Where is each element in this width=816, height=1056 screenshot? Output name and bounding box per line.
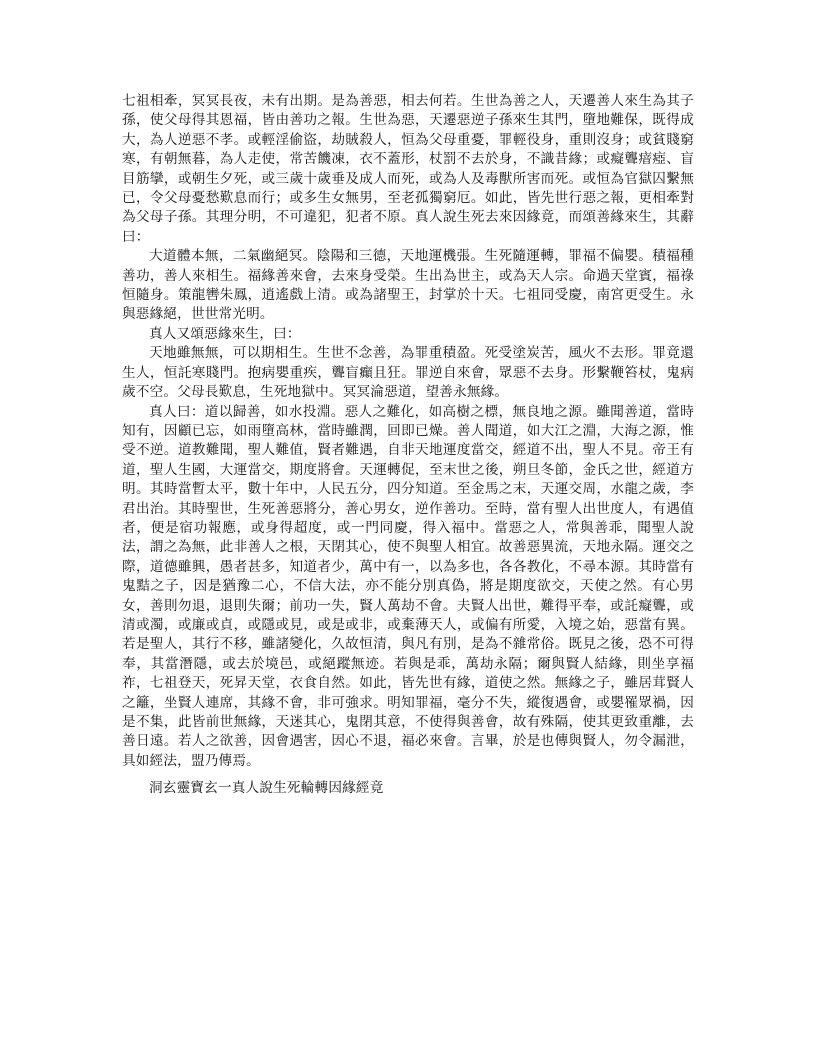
- paragraph-karma-intro: 七祖相牽，冥冥長夜，未有出期。是為善惡，相去何若。生世為善之人，天遷善人來生為其子孫，使父母得其恩福，皆由善功之報。生世為惡，天遷惡逆子孫來生其門，墮地難保，既得成大，為人逆惡不孝。或輕淫偷盜，劫賊殺人，恒為父母重憂，罪輕役身，重則沒身；或貧賤窮寒，有朝無暮，為人走使，常苦饑凍，衣不蓋形，杖罰不去於身，不識昔緣；或癡聾瘖瘂、盲目筋攣，或朝生夕死，或三歲十歲垂及成人而死，或為人及毒獸所害而死。或恒為官獄囚繫無已，令父母憂愁歎息而行；或多生女無男，至老孤獨窮厄。如此，皆先世行惡之報，更相牽對為父母子孫。其理分明，不可違犯，犯者不原。真人說生死去來因緣竟，而頌善緣來生，其辭曰：: [122, 93, 694, 245]
- paragraph-verse-good-karma: 大道體本無，二氣幽絕冥。陰陽和三德，天地運機張。生死隨運轉，罪福不偏嬰。積福種善功，善人來相生。福緣善來會，去來身受榮。生出為世主，或為天人宗。命過天堂賓，福祿恒隨身。策龍轡朱鳳，逍遙戲上清。或為諸聖王，封掌於十天。七祖同受慶，南宮更受生。永與惡緣絕，世世常光明。: [122, 248, 694, 323]
- paragraph-verse-bad-karma: 天地雖無無，可以期相生。生世不念善，為罪重積盈。死受塗炭苦，風火不去形。罪竟還生人，恒託寒賤門。抱病嬰重疾，聾盲癲且狂。罪逆自來會，眾惡不去身。形繫鞭笞杖，鬼病歲不空。父母長歎息，生死地獄中。冥冥淪惡道，望善永無緣。: [122, 345, 694, 401]
- paragraph-verse-bad-intro: 真人又頌惡緣來生，曰：: [149, 325, 301, 342]
- document-page: [122, 92, 694, 799]
- scripture-end-title: 洞玄靈寶玄一真人說生死輪轉因緣經竟: [149, 780, 384, 797]
- paragraph-true-person-speech: 真人曰：道以歸善，如水投淵。惡人之難化，如高樹之標，無良地之源。雖聞善道，當時知有，因顧已忘，如雨墮高林，當時雖潤，回即已燥。善人聞道，如大江之淵，大海之源，惟受不逆。道教難聞，聖人難值，賢者難遇，自非天地運度當交，經道不出，聖人不見。帝王有道，聖人生國，大運當交，期度將會。天運轉促，至末世之後，朔旦冬節，金氏之世，經道方明。其時當暫太平，數十年中，人民五分，四分知道。至金馬之末，天運交周，水龍之歲，李君出治。其時聖世，生死善惡將分，善心男女，逆作善功。至時，當有聖人出世度人，有遇值者，便是宿功報應，或身得超度，或一門同慶，得入福中。當惡之人，常與善乖，聞聖人說法，謂之為無，此非善人之根，天閉其心，使不與聖人相宜。故善惡異流，天地永隔。運交之際，道德雖興，愚者甚多，知道者少，萬中有一，以為多也，各各教化，不尋本源。其時當有鬼黠之子，因是猶豫二心，不信大法，亦不能分別真偽，將是期度欲交，天使之然。有心男女，善則勿退，退則失爾；前功一失，賢人萬劫不會。夫賢人出世，難得平奉，或託癡聾，或清或濁，或廉或貞，或隱或見，或是或非，或棄薄天人，或偏有所愛，入境之始，惡當有異。若是聖人，其行不移，雖諸變化，久故恒清，與凡有別，是為不雜常俗。既見之後，恐不可得奉，其當潛隱，或去於境邑，或絕蹤無迹。若與是乖，萬劫永隔；爾與賢人結緣，則坐享福祚，七祖登天，死昇天堂，衣食自然。如此，皆先世有緣，道使之然。無緣之子，雖居茸賢人之籬，坐賢人連席，其緣不會，非可強求。明知罪福，毫分不失，縱復遇會，或嬰罹眾禍，因是不集，此皆前世無緣，天迷其心，鬼閉其意，不使得與善會，故有殊隔，使其更致重離，去善日遠。若人之欲善，因會遇害，因心不退，福必來會。言畢，於是也傳與賢人，勿令漏泄，具如經法，盟乃傳焉。: [122, 403, 694, 769]
